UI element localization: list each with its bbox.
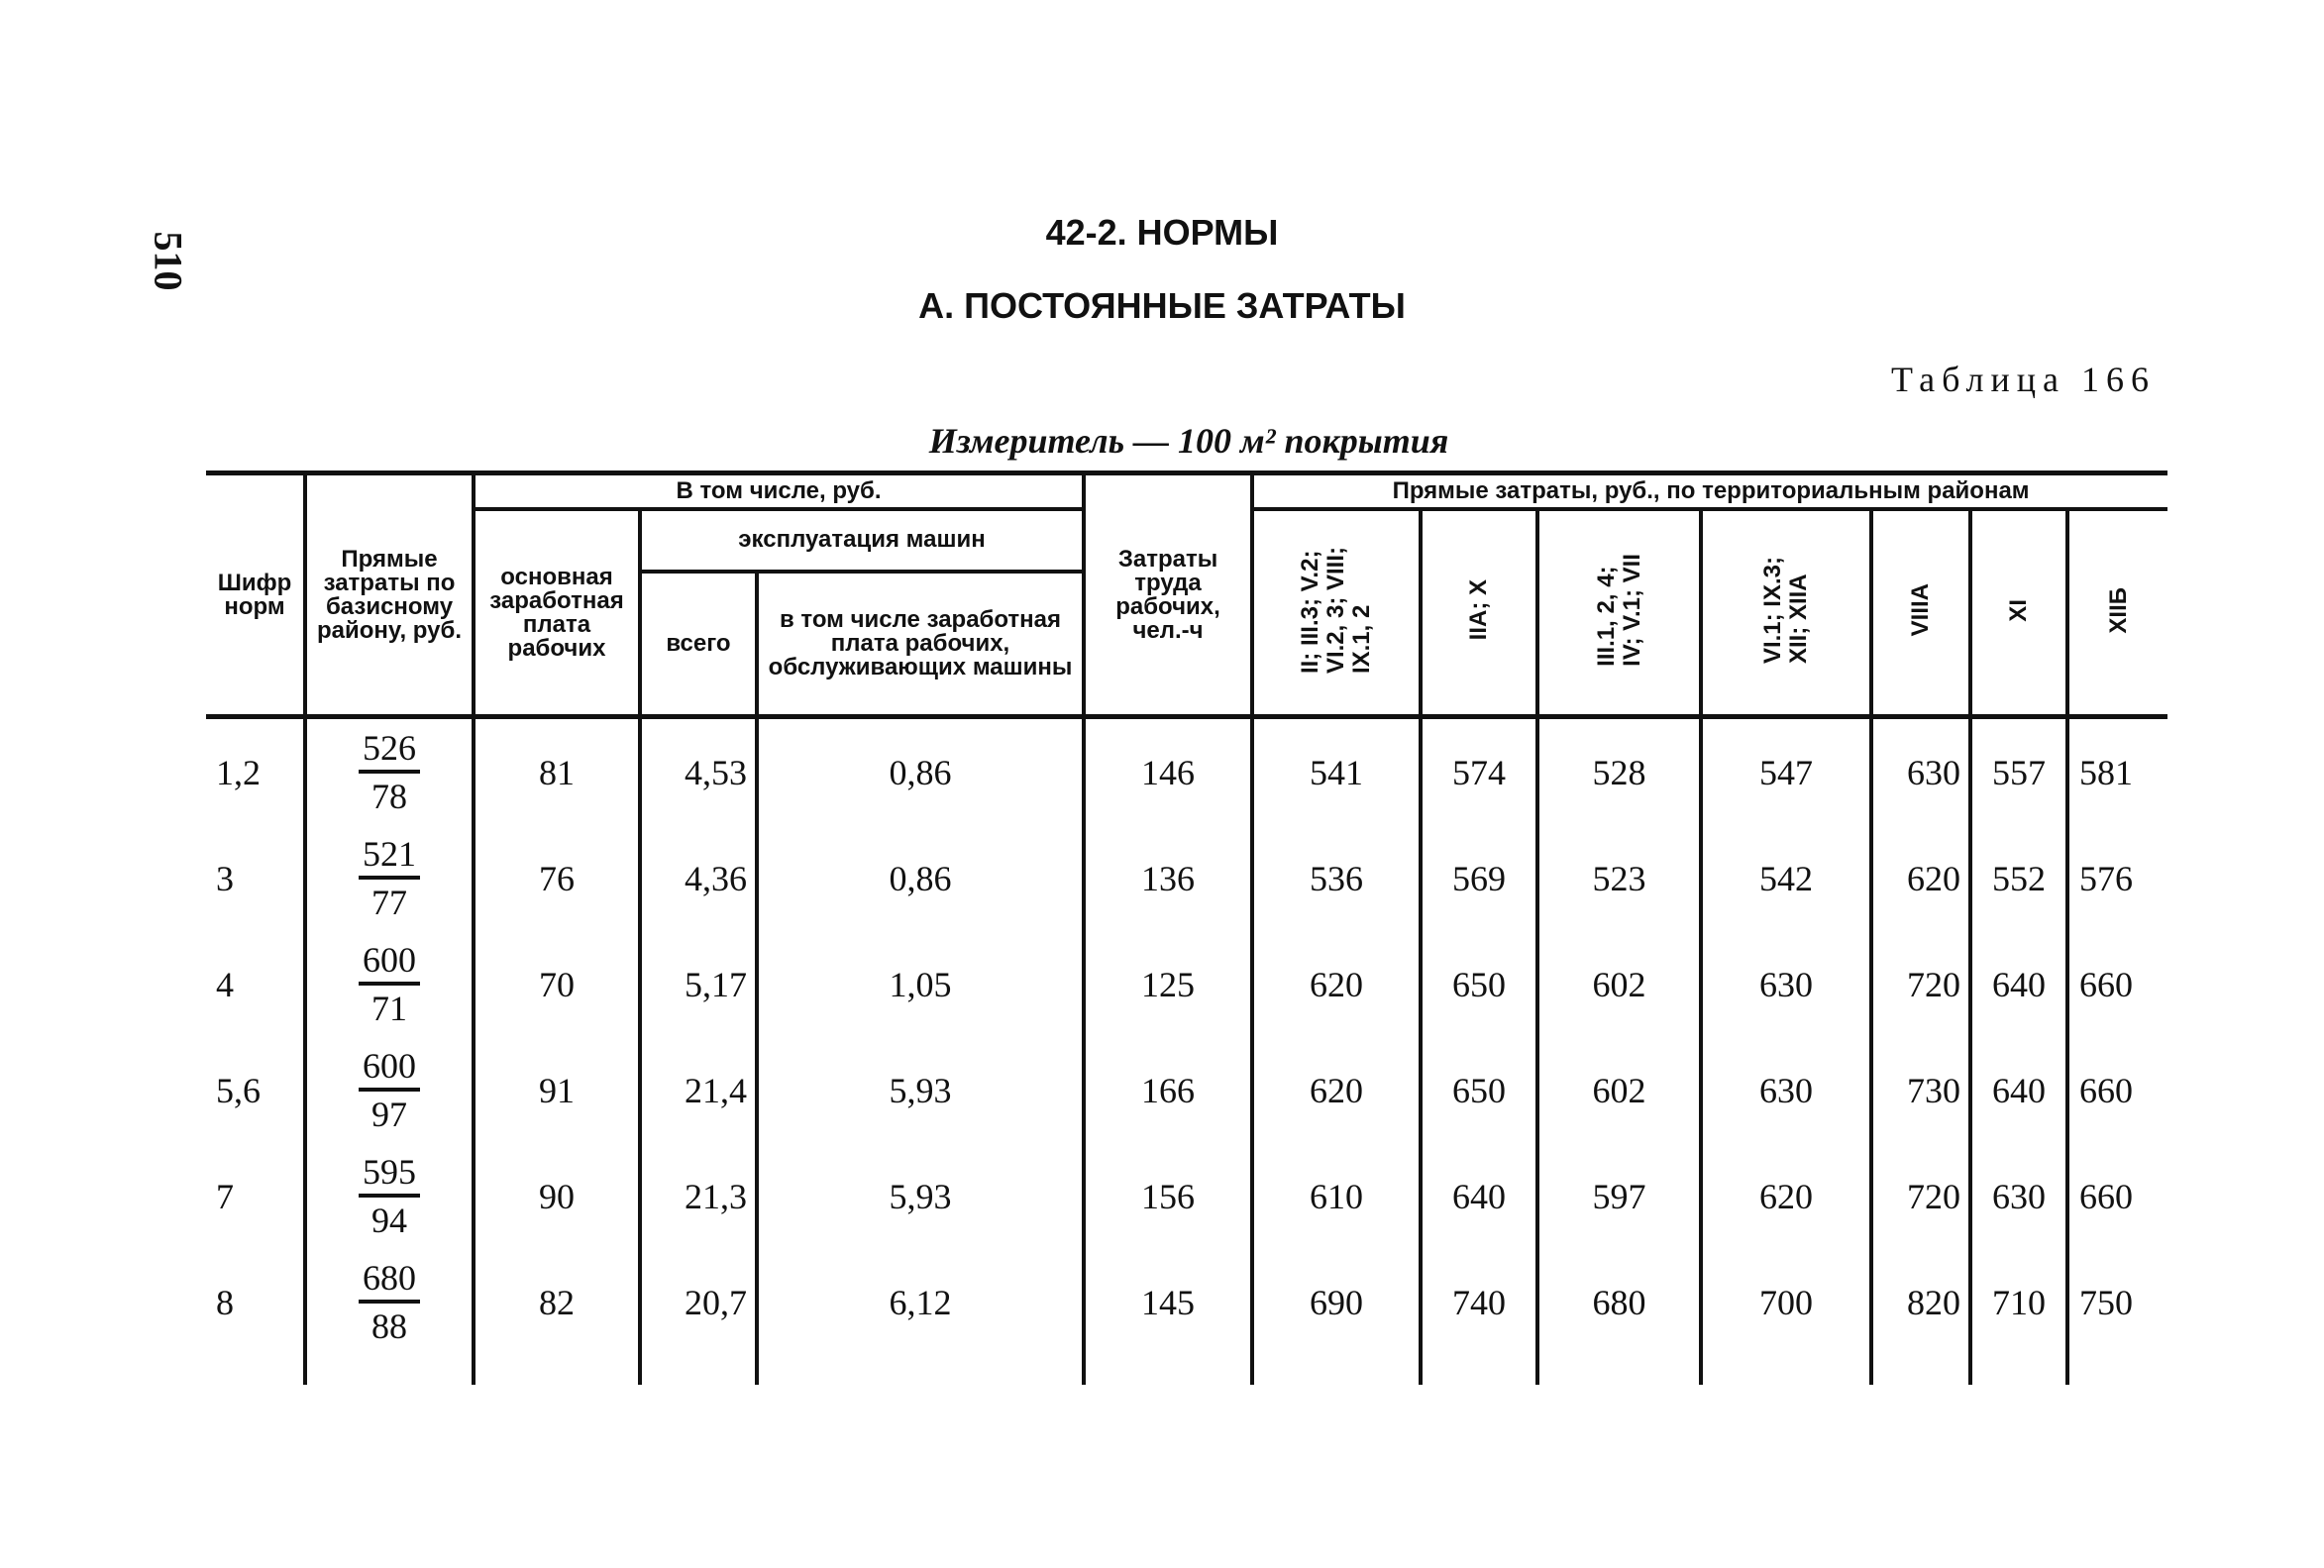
cell-labor: 136: [1084, 825, 1252, 931]
header-code: Шифр норм: [206, 473, 305, 717]
cell-machines-wage: 0,86: [757, 717, 1084, 826]
cell-region-1: 620: [1252, 931, 1421, 1037]
fraction: [359, 1044, 420, 1137]
cell-direct-base: [305, 825, 474, 931]
cell-basic-wage: 81: [474, 717, 640, 826]
cell-labor: 145: [1084, 1249, 1252, 1385]
cell-region-4: 630: [1701, 931, 1871, 1037]
cell-code: 3: [216, 858, 234, 898]
cell-direct-base: [305, 1037, 474, 1143]
fraction: [359, 1150, 420, 1243]
header-region-7: XIIБ: [2067, 509, 2167, 717]
cell-direct-base: [305, 1143, 474, 1249]
cell-machines-total: 4,36: [640, 825, 757, 931]
header-basic-wage: основная заработная плата рабочих: [474, 509, 640, 717]
cell-region-1: 620: [1252, 1037, 1421, 1143]
cell-region-1: 536: [1252, 825, 1421, 931]
fraction: [359, 832, 420, 925]
cell-region-4: 542: [1701, 825, 1871, 931]
fraction-denominator: 78: [371, 776, 407, 816]
cell-region-7: 660: [2067, 931, 2167, 1037]
cell-region-5: 720: [1871, 931, 1970, 1037]
cell-region-3: 602: [1537, 1037, 1701, 1143]
cell-region-6: 640: [1970, 931, 2067, 1037]
cell-region-7: 576: [2067, 825, 2167, 931]
header-direct-by-region: Прямые затраты, руб., по территориальным районам: [1252, 473, 2167, 510]
table-row: [206, 1249, 2167, 1385]
header-region-1: II; III.3; V.2; VI.2, 3; VIII; IX.1, 2: [1252, 509, 1421, 717]
cell-labor: 156: [1084, 1143, 1252, 1249]
cell-region-3: 528: [1537, 717, 1701, 826]
fraction-denominator: 94: [371, 1200, 407, 1240]
fraction-numerator: 595: [359, 1150, 420, 1198]
cell-machines-wage: 0,86: [757, 825, 1084, 931]
cell-region-6: 640: [1970, 1037, 2067, 1143]
cell-region-2: 640: [1421, 1143, 1537, 1249]
cell-code: 4: [216, 964, 234, 1004]
fraction-denominator: 88: [371, 1306, 407, 1346]
cell-region-7: 750: [2067, 1249, 2167, 1385]
table-row: [206, 931, 2167, 1037]
fraction: [359, 1256, 420, 1349]
cell-basic-wage: 90: [474, 1143, 640, 1249]
cell-region-2: 650: [1421, 931, 1537, 1037]
cell-region-5: 730: [1871, 1037, 1970, 1143]
header-region-6: XI: [1970, 509, 2067, 717]
cell-region-2: 569: [1421, 825, 1537, 931]
cell-machines-total: 20,7: [640, 1249, 757, 1385]
cell-region-5: 720: [1871, 1143, 1970, 1249]
norms-table: [206, 470, 2167, 1385]
page-number: 510: [146, 231, 191, 291]
fraction-denominator: 71: [371, 988, 407, 1028]
fraction-denominator: 77: [371, 882, 407, 922]
table-row: [206, 1143, 2167, 1249]
cell-code: 8: [216, 1282, 234, 1322]
fraction-numerator: 521: [359, 832, 420, 880]
section-heading: 42-2. НОРМЫ: [1045, 212, 1279, 253]
header-incl-rub: В том числе, руб.: [474, 473, 1084, 510]
fraction: [359, 726, 420, 819]
cell-region-7: 660: [2067, 1037, 2167, 1143]
fraction-numerator: 600: [359, 938, 420, 986]
cell-region-6: 630: [1970, 1143, 2067, 1249]
fraction-denominator: 97: [371, 1094, 407, 1134]
table-row: [206, 1037, 2167, 1143]
cell-basic-wage: 70: [474, 931, 640, 1037]
cell-region-1: 541: [1252, 717, 1421, 826]
table-row: [206, 825, 2167, 931]
cell-labor: 166: [1084, 1037, 1252, 1143]
fraction-numerator: 680: [359, 1256, 420, 1304]
cell-labor: 146: [1084, 717, 1252, 826]
cell-basic-wage: 76: [474, 825, 640, 931]
cell-region-2: 574: [1421, 717, 1537, 826]
cell-machines-wage: 5,93: [757, 1143, 1084, 1249]
cell-region-5: 620: [1871, 825, 1970, 931]
header-labor: Затраты труда рабочих, чел.-ч: [1084, 473, 1252, 717]
cell-region-4: 547: [1701, 717, 1871, 826]
cell-region-3: 680: [1537, 1249, 1701, 1385]
header-direct-base: Прямые затраты по базисному району, руб.: [305, 473, 474, 717]
header-region-5: VIIIA: [1871, 509, 1970, 717]
cell-region-4: 620: [1701, 1143, 1871, 1249]
fraction-numerator: 526: [359, 726, 420, 774]
measure-unit: Измеритель — 100 м² покрытия: [928, 421, 1449, 461]
cell-region-2: 740: [1421, 1249, 1537, 1385]
cell-code: 5,6: [216, 1070, 261, 1110]
header-machine-operation: эксплуатация машин: [640, 509, 1084, 572]
cell-direct-base: [305, 931, 474, 1037]
cell-region-5: 820: [1871, 1249, 1970, 1385]
header-machines-wage: в том числе заработная плата рабочих, обслуживающих машины: [757, 572, 1084, 717]
table-row: [206, 717, 2167, 826]
cell-region-6: 552: [1970, 825, 2067, 931]
cell-region-3: 602: [1537, 931, 1701, 1037]
cell-region-3: 523: [1537, 825, 1701, 931]
cell-region-4: 700: [1701, 1249, 1871, 1385]
cell-region-3: 597: [1537, 1143, 1701, 1249]
header-region-4: VI.1; IX.3; XII; XIIA: [1701, 509, 1871, 717]
table-body: [206, 717, 2167, 1386]
header-machines-total: всего: [640, 572, 757, 717]
cell-region-5: 630: [1871, 717, 1970, 826]
cell-direct-base: [305, 1249, 474, 1385]
cell-region-4: 630: [1701, 1037, 1871, 1143]
table-label: Таблица 166: [1891, 360, 2156, 399]
cell-region-7: 660: [2067, 1143, 2167, 1249]
section-subheading: А. ПОСТОЯННЫЕ ЗАТРАТЫ: [918, 285, 1406, 326]
cell-code: 7: [216, 1176, 234, 1216]
cell-machines-total: 21,4: [640, 1037, 757, 1143]
cell-code: 1,2: [216, 752, 261, 792]
cell-basic-wage: 91: [474, 1037, 640, 1143]
cell-machines-wage: 1,05: [757, 931, 1084, 1037]
header-region-3: III.1, 2, 4; IV; V.1; VII: [1537, 509, 1701, 717]
cell-machines-total: 4,53: [640, 717, 757, 826]
cell-machines-total: 5,17: [640, 931, 757, 1037]
cell-region-1: 610: [1252, 1143, 1421, 1249]
cell-region-7: 581: [2067, 717, 2167, 826]
cell-basic-wage: 82: [474, 1249, 640, 1385]
cell-region-1: 690: [1252, 1249, 1421, 1385]
cell-machines-total: 21,3: [640, 1143, 757, 1249]
fraction: [359, 938, 420, 1031]
cell-machines-wage: 5,93: [757, 1037, 1084, 1143]
header-region-2: IIA; X: [1421, 509, 1537, 717]
cell-direct-base: [305, 717, 474, 826]
cell-machines-wage: 6,12: [757, 1249, 1084, 1385]
cell-region-6: 710: [1970, 1249, 2067, 1385]
cell-labor: 125: [1084, 931, 1252, 1037]
cell-region-6: 557: [1970, 717, 2067, 826]
cell-region-2: 650: [1421, 1037, 1537, 1143]
fraction-numerator: 600: [359, 1044, 420, 1092]
